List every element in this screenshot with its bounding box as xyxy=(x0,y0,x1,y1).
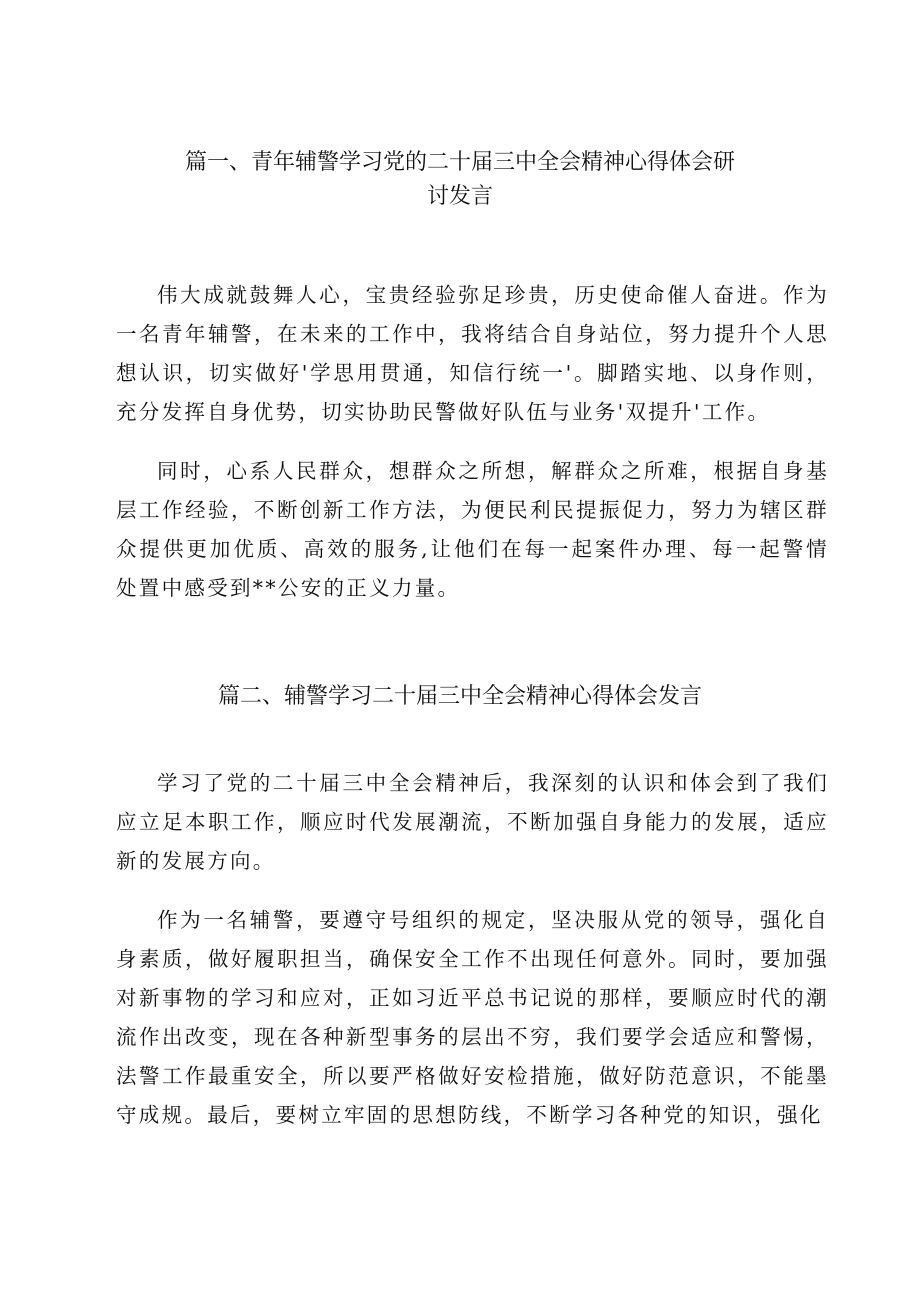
section1-paragraph: 同时，心系人民群众，想群众之所想，解群众之所难，根据自身基层工作经验，不断创新工作方法，为便民利民提振促力，努力为辖区群众提供更加优质、高效的服务,让他们在每一起案件办理、每一起警情处置中感受到**公安的正义力量。 xyxy=(116,459,829,600)
section2-title-line: 篇二、辅警学习二十届三中全会精神心得体会发言 xyxy=(217,684,702,709)
section2-paragraph: 学习了党的二十届三中全会精神后，我深刻的认识和体会到了我们应立足本职工作，顺应时代发展潮流，不断加强自身能力的发展，适应新的发展方向。 xyxy=(116,771,829,873)
section1-title-line2: 讨发言 xyxy=(426,184,493,209)
section1-paragraph: 伟大成就鼓舞人心，宝贵经验弥足珍贵，历史使命催人奋进。作为一名青年辅警，在未来的工作中，我将结合自身站位，努力提升个人思想认识，切实做好'学思用贯通，知信行统一'。脚踏实地、以身作则，充分发挥自身优势，切实协助民警做好队伍与业务'双提升'工作。 xyxy=(116,283,829,424)
section2-paragraph: 作为一名辅警，要遵守号组织的规定，坚决服从党的领导，强化自身素质，做好履职担当，确保安全工作不出现任何意外。同时，要加强对新事物的学习和应对，正如习近平总书记说的那样，要顺应时代的潮流作出改变，现在各种新型事务的层出不穷，我们要学会适应和警惕，法警工作最重安全，所以要严格做好安检措施，做好防范意识，不能墨守成规。最后，要树立牢固的思想防线，不断学习各种党的知识，强化 xyxy=(116,908,829,1127)
section1-title-line1: 篇一、青年辅警学习党的二十届三中全会精神心得体会研 xyxy=(184,150,735,175)
section2-title xyxy=(0,680,920,714)
section1-title xyxy=(0,146,920,214)
